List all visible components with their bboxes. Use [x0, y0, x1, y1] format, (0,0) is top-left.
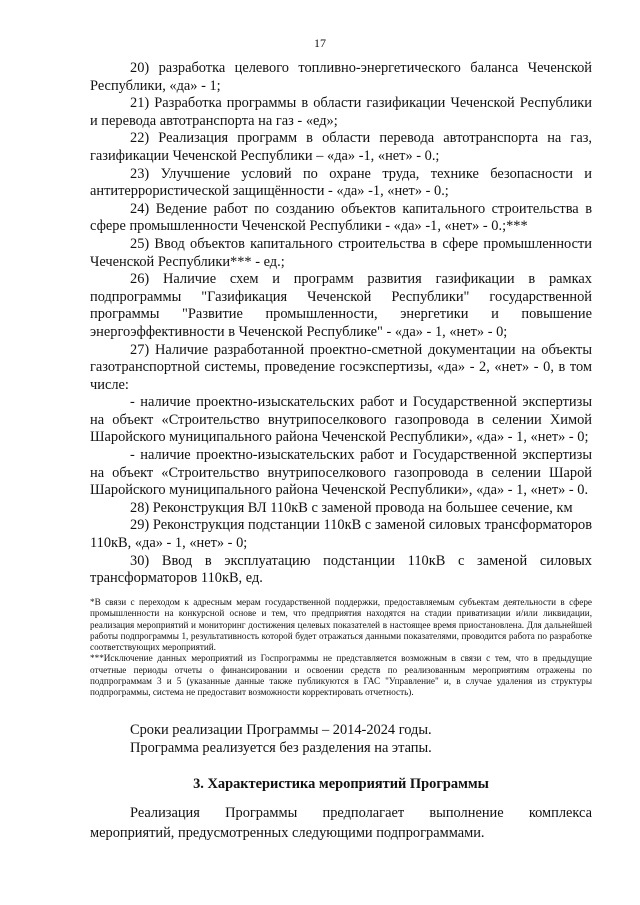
list-item: 21) Разработка программы в области газификации Чеченской Республики и перевода автотранспорта на газ - «ед»; — [90, 95, 592, 129]
intro-paragraph: Реализация Программы предполагает выполнение комплекса мероприятий, предусмотренных следующими подпрограммами. — [90, 805, 592, 841]
section-title: 3. Характеристика мероприятий Программы — [193, 776, 489, 792]
list-item: 28) Реконструкция ВЛ 110кВ с заменой провода на большее сечение, км — [130, 499, 573, 516]
period-line: Сроки реализации Программы – 2014-2024 годы. — [130, 722, 432, 738]
footnote: *В связи с переходом к адресным мерам государственной поддержки, предоставляемым субъектам деятельности в сфере промышленности на конкурсной основе и тем, что предприятия находятся на стадии приватизации и/или ликвидации, реализация мероприятий и мониторинг достижения целевых показателей в настоящее время приостановлена. Для дальнейшей работы подпрограммы 1, результативность которой будет отражаться данными показателями, проводится работа по разработке соответствующих мероприятий. — [90, 597, 592, 653]
indicator-list — [90, 60, 592, 588]
page-number: 17 — [314, 36, 326, 50]
list-item: 30) Ввод в эксплуатацию подстанции 110кВ с заменой силовых трансформаторов 110кВ, ед. — [90, 552, 592, 587]
list-item: 29) Реконструкция подстанции 110кВ с заменой силовых трансформаторов 110кВ, «да» - 1, «нет» - 0; — [90, 517, 592, 552]
period-line: Программа реализуется без разделения на этапы. — [130, 739, 432, 756]
list-item: - наличие проектно-изыскательских работ и Государственной экспертизы на объект «Строительство внутрипоселкового газопровода в селении Химой Шаройского муниципального района Чеченской Республики», «да» - 1, «нет» - 0; — [90, 394, 592, 446]
list-item: - наличие проектно-изыскательских работ и Государственной экспертизы на объект «Строительство внутрипоселкового газопровода в селении Шарой Шаройского муниципального района Чеченской Республики», «да» - 1, «нет» - 0. — [90, 447, 592, 499]
section-intro — [90, 803, 592, 843]
list-item: 26) Наличие схем и программ развития газификации в рамках подпрограммы "Газификация Чеченской Республики" государственной программы "Развитие промышленности, энергетики и повышение энергоэффективности в Чеченской Республике" - «да» - 1, «нет» - 0; — [90, 271, 592, 340]
list-item: 25) Ввод объектов капитального строительства в сфере промышленности Чеченской Республики*** - ед.; — [90, 235, 592, 270]
list-item: 27) Наличие разработанной проектно-сметной документации на объекты газотранспортной системы, проведение госэкспертизы, «да» - 2, «нет» - 0, в том числе: — [90, 341, 592, 393]
footnotes — [90, 597, 592, 699]
footnote: ***Исключение данных мероприятий из Госпрограммы не представляется возможным в связи с тем, что в предыдущие отчетные периоды отчеты о финансировании и освоении средств по реализованным мероприятиям отражены по подпрограммам 3 и 5 (указанные данные также публикуются в ГАС "Управление" и, в случае удаления из структуры подпрограммы, система не предоставит возможности корректировать отчетность). — [90, 653, 592, 698]
list-item: 23) Улучшение условий по охране труда, технике безопасности и антитеррористической защищённости - «да» -1, «нет» - 0.; — [90, 165, 592, 200]
list-item: 22) Реализация программ в области перевода автотранспорта на газ, газификации Чеченской Республики – «да» -1, «нет» - 0.; — [90, 130, 592, 164]
list-item: 20) разработка целевого топливно-энергетического баланса Чеченской Республики, «да» - 1; — [90, 60, 592, 94]
implementation-period — [90, 722, 592, 757]
list-item: 24) Ведение работ по созданию объектов капитального строительства в сфере промышленности Чеченской Республики - «да» -1, «нет» - 0.;*** — [90, 200, 592, 235]
